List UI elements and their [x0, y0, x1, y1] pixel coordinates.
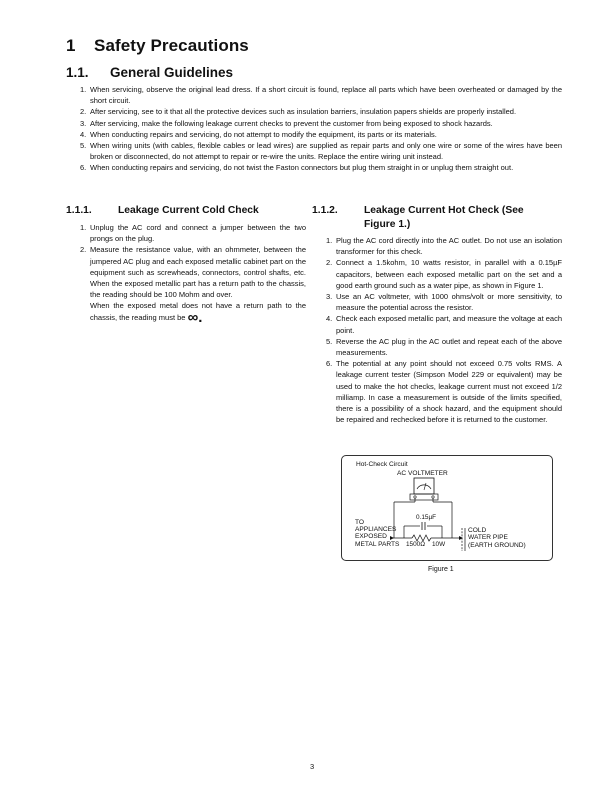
item-number: 6.: [326, 359, 333, 369]
item-text: When wiring units (with cables, flexible cables or lead wires) are supplied as repair parts and only one wire or some of the wires have been broken or disconnected, do not attempt to repair or re-wire the units. Replace the entire wiring unit instead.: [90, 141, 562, 162]
resistor-wattage: 10W: [432, 541, 446, 548]
list-item: [80, 162, 562, 173]
hot-check-number: 1.1.2.: [312, 205, 338, 216]
item-text: Use an AC voltmeter, with 1000 ohms/volt or more sensitivity, to measure the potential across the resistor.: [336, 292, 562, 313]
item-number: 3.: [326, 292, 333, 302]
list-item: [80, 106, 562, 117]
item-number: 1.: [326, 236, 333, 245]
list-item: [326, 358, 562, 425]
hot-check-title-line2: Figure 1.): [364, 219, 411, 230]
item-text: Plug the AC cord directly into the AC outlet. Do not use an isolation transformer for this check.: [336, 236, 562, 257]
list-item: [80, 129, 562, 140]
item-text: After servicing, see to it that all the protective devices such as insulation barriers, insulation papers shields are properly installed.: [90, 107, 517, 117]
hot-check-list: [326, 235, 562, 425]
page-number: 3: [310, 762, 315, 771]
label-to: TO: [355, 519, 365, 526]
list-item: [326, 313, 562, 335]
title-text: Safety Precautions: [94, 36, 249, 55]
label-metal-parts: METAL PARTS: [355, 541, 400, 548]
label-exposed: EXPOSED: [355, 533, 387, 540]
item-text: After servicing, make the following leakage current checks to prevent the customer from being exposed to shock hazards.: [90, 118, 493, 128]
cold-check-heading: [66, 204, 326, 218]
guidelines-list: [80, 84, 562, 174]
item-number: 1.: [80, 223, 87, 232]
item-text: Reverse the AC plug in the AC outlet and repeat each of the above measurements.: [336, 336, 562, 358]
arrow-right-icon: [459, 536, 463, 540]
cold-check-title: Leakage Current Cold Check: [118, 205, 259, 216]
list-item: [80, 140, 562, 162]
list-item: [326, 291, 562, 313]
capacitor-label: 0.15µF: [416, 514, 437, 521]
item-text: When conducting repairs and servicing, do not twist the Faston connectors but plug them straight in or unplug them straight out.: [90, 163, 514, 173]
list-item: [80, 118, 562, 129]
section-number: 1.1.: [66, 65, 89, 80]
item-text: When servicing, observe the original lead dress. If a short circuit is found, replace all parts which have been overheated or damaged by the short circuit.: [90, 85, 562, 106]
circuit-diagram: [342, 456, 552, 560]
item-text: Check each exposed metallic part, and measure the voltage at each point.: [336, 314, 562, 335]
item-number: 2.: [80, 245, 87, 255]
capacitor-icon: [422, 522, 425, 530]
list-item: [326, 336, 562, 358]
item-text: Unplug the AC cord and connect a jumper between the two prongs on the plug.: [90, 223, 306, 244]
item-number: 4.: [326, 314, 333, 324]
item-number: 5.: [80, 141, 87, 151]
note-text: When the exposed metal does not have a return path to the chassis, the reading must be: [90, 301, 306, 322]
general-guidelines: [80, 84, 562, 174]
resistor-value: 1500Ω: [406, 541, 425, 548]
item-number: 2.: [326, 258, 333, 268]
item-number: 3.: [80, 118, 87, 128]
cold-check-number: 1.1.1.: [66, 205, 92, 216]
circuit-title: Hot-Check Circuit: [356, 461, 408, 468]
item-number: 1.: [80, 85, 87, 94]
label-cold: COLD: [468, 527, 487, 534]
cold-check-list: [80, 222, 306, 326]
title-number: 1: [66, 36, 76, 55]
list-item: [80, 84, 562, 106]
arrow-left-icon: [390, 536, 394, 540]
list-item: [326, 235, 562, 257]
item-number: 2.: [80, 107, 87, 117]
page-title: [66, 36, 249, 56]
item-text: The potential at any point should not exceed 0.75 volts RMS. A leakage current tester (Simpson Model 229 or equivalent) may be used to make the hot checks, leakage current must not exceed 1/2 milliamp. In case a measurement is outside of the limits specified, there is a possibility of a shock hazard, and the equipment should be repaired and rechecked before it is returned to the customer.: [336, 359, 562, 425]
list-item: [80, 244, 306, 300]
ground-icon: [462, 528, 465, 551]
hot-check-circuit-figure: [341, 455, 553, 561]
item-number: 5.: [326, 336, 333, 346]
label-appliances: APPLIANCES: [355, 526, 397, 533]
item-text: Measure the resistance value, with an ohmmeter, between the jumpered AC plug and each exposed metallic cabinet part on the equipment such as screwheads, connectors, control shafts, etc. When the exposed metallic part has a return path to the chassis, the reading should be 100 Mohm and over.: [90, 245, 306, 300]
cold-check-note: [80, 300, 306, 326]
label-water-pipe: WATER PIPE: [468, 534, 508, 541]
item-text: Connect a 1.5kohm, 10 watts resistor, in parallel with a 0.15µF capacitors, between each exposed metallic part on the set and a good earth ground such as a water pipe, as shown in Figure 1.: [336, 258, 562, 290]
figure-caption: Figure 1: [428, 566, 454, 573]
list-item: [326, 257, 562, 291]
infinity-symbol: ∞.: [187, 308, 203, 326]
item-number: 6.: [80, 163, 87, 173]
item-text: When conducting repairs and servicing, do not attempt to modify the equipment, its parts or its materials.: [90, 129, 437, 139]
voltmeter-label: AC VOLTMETER: [397, 470, 448, 477]
section-heading: [66, 65, 233, 80]
list-item: [80, 222, 306, 244]
voltmeter-icon: [410, 478, 438, 500]
hot-check-title: Leakage Current Hot Check (See: [364, 205, 524, 216]
section-title: General Guidelines: [110, 65, 234, 80]
label-earth-ground: (EARTH GROUND): [468, 542, 526, 549]
item-number: 4.: [80, 129, 87, 139]
hot-check-heading: [312, 204, 564, 232]
